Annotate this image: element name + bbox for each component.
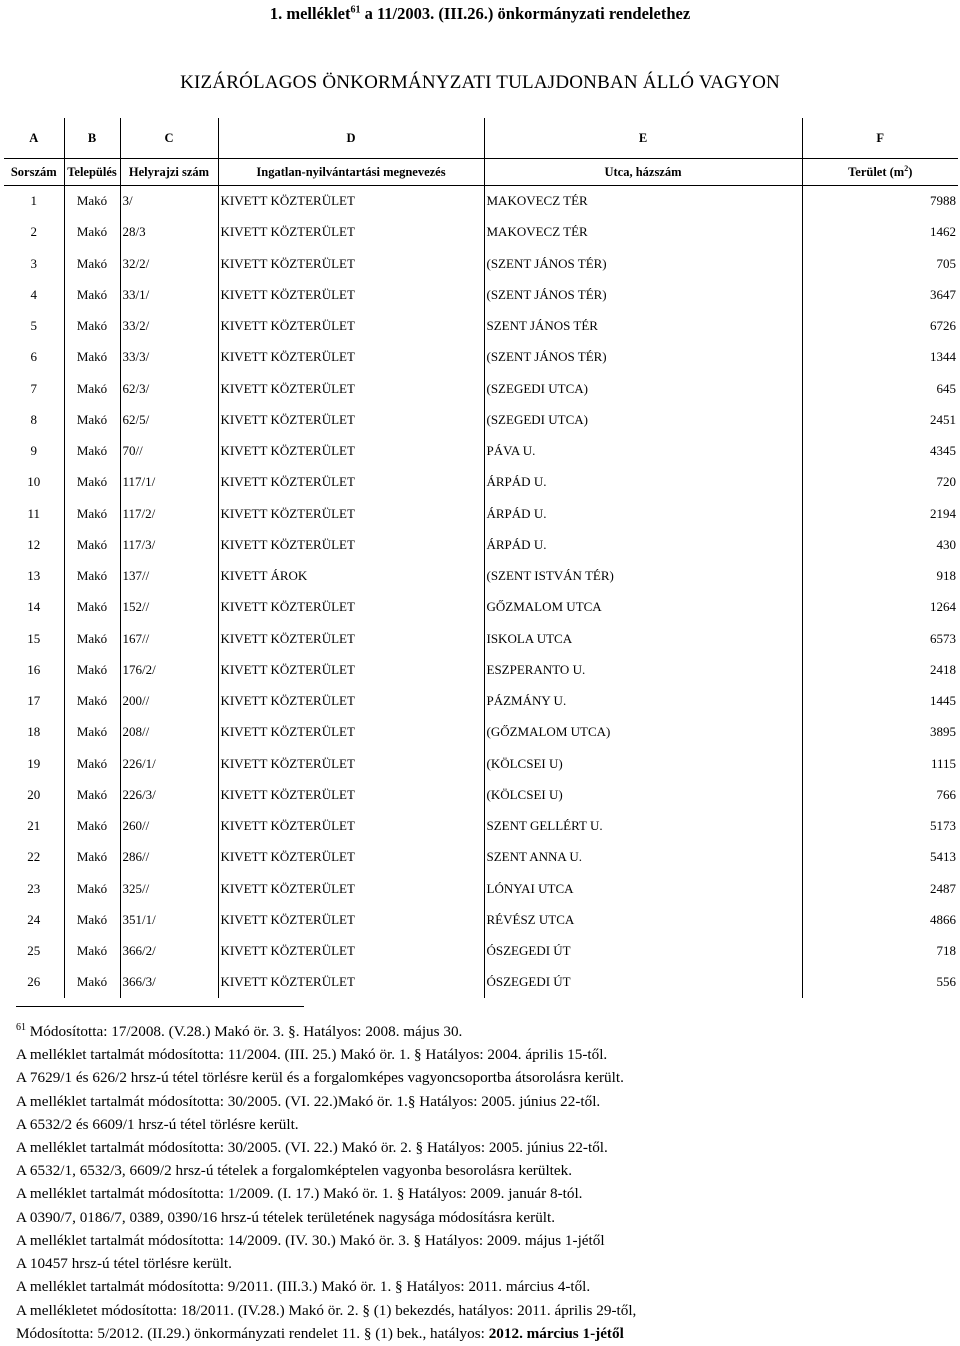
cell-area: 718 xyxy=(936,943,956,959)
cell-registry-name: KIVETT KÖZTERÜLET xyxy=(218,623,484,654)
table-row xyxy=(4,248,958,279)
header-area-unit-sup: 2 xyxy=(904,163,909,173)
cell-registry-name: KIVETT ÁROK xyxy=(218,561,484,592)
footnote-lines xyxy=(16,1043,946,1321)
cell-street-address: (GŐZMALOM UTCA) xyxy=(484,717,802,748)
cell-settlement: Makó xyxy=(64,311,120,342)
cell-parcel-number: 167// xyxy=(120,623,218,654)
cell-parcel-number: 117/3/ xyxy=(120,529,218,560)
cell-parcel-number: 33/2/ xyxy=(120,311,218,342)
cell-serial-number: 1 xyxy=(4,186,64,217)
cell-area: 2451 xyxy=(930,411,956,427)
annex-heading-suffix: a 11/2003. (III.26.) önkormányzati rendelethez xyxy=(360,4,691,23)
cell-street-address: ÁRPÁD U. xyxy=(484,467,802,498)
cell-serial-number: 19 xyxy=(4,748,64,779)
cell-serial-number: 23 xyxy=(4,873,64,904)
cell-settlement: Makó xyxy=(64,842,120,873)
column-letter: F xyxy=(802,118,958,159)
cell-parcel-number: 286// xyxy=(120,842,218,873)
footnote-last-bold: 2012. március 1-jétől xyxy=(488,1324,624,1342)
cell-street-address: (SZENT JÁNOS TÉR) xyxy=(484,279,802,310)
cell-registry-name: KIVETT KÖZTERÜLET xyxy=(218,217,484,248)
cell-area: 2487 xyxy=(930,880,956,896)
cell-street-address: (KÖLCSEI U) xyxy=(484,748,802,779)
cell-registry-name: KIVETT KÖZTERÜLET xyxy=(218,842,484,873)
cell-parcel-number: 33/1/ xyxy=(120,279,218,310)
cell-parcel-number: 226/3/ xyxy=(120,779,218,810)
footnote-text: Módosította: 17/2008. (V.28.) Makó ör. 3. §. Hatályos: 2008. május 30. xyxy=(26,1023,463,1041)
annex-heading-prefix: 1. melléklet xyxy=(269,4,351,23)
cell-parcel-number: 351/1/ xyxy=(120,904,218,935)
table-row xyxy=(4,561,958,592)
cell-settlement: Makó xyxy=(64,654,120,685)
cell-parcel-number: 325// xyxy=(120,873,218,904)
cell-settlement: Makó xyxy=(64,748,120,779)
footnote-line-last xyxy=(16,1322,946,1345)
table-row xyxy=(4,186,958,217)
header-settlement: Település xyxy=(64,159,120,186)
footnote-line: A 7629/1 és 626/2 hrsz-ú tétel törlésre kerül és a forgalomképes vagyoncsoportba átsorolásra került. xyxy=(16,1069,624,1087)
cell-street-address: (SZENT JÁNOS TÉR) xyxy=(484,342,802,373)
cell-registry-name: KIVETT KÖZTERÜLET xyxy=(218,592,484,623)
footnote-last-prefix: Módosította: 5/2012. (II.29.) önkormányzati rendelet 11. § (1) bek., hatályos: xyxy=(16,1324,489,1342)
cell-area: 3647 xyxy=(930,286,956,302)
cell-area: 2194 xyxy=(930,505,956,521)
cell-registry-name: KIVETT KÖZTERÜLET xyxy=(218,936,484,967)
footnote-line: A mellékletet módosította: 18/2011. (IV.28.) Makó ör. 2. § (1) bekezdés, hatályos: 2011. április 29-től, xyxy=(16,1301,637,1319)
cell-parcel-number: 62/5/ xyxy=(120,404,218,435)
cell-serial-number: 5 xyxy=(4,311,64,342)
header-street-address: Utca, házszám xyxy=(484,159,802,186)
cell-serial-number: 4 xyxy=(4,279,64,310)
cell-settlement: Makó xyxy=(64,623,120,654)
table-row xyxy=(4,904,958,935)
cell-settlement: Makó xyxy=(64,873,120,904)
footnote-line: A 6532/2 és 6609/1 hrsz-ú tétel törlésre került. xyxy=(16,1115,299,1133)
cell-settlement: Makó xyxy=(64,248,120,279)
cell-settlement: Makó xyxy=(64,498,120,529)
table-row xyxy=(4,842,958,873)
cell-registry-name: KIVETT KÖZTERÜLET xyxy=(218,904,484,935)
header-area-close: ) xyxy=(908,165,913,180)
cell-street-address: LÓNYAI UTCA xyxy=(484,873,802,904)
cell-serial-number: 3 xyxy=(4,248,64,279)
cell-registry-name: KIVETT KÖZTERÜLET xyxy=(218,967,484,998)
cell-settlement: Makó xyxy=(64,717,120,748)
header-area-label: Terület (m xyxy=(848,165,905,180)
cell-registry-name: KIVETT KÖZTERÜLET xyxy=(218,686,484,717)
footnote-line: A melléklet tartalmát módosította: 9/2011. (III.3.) Makó ör. 1. § Hatályos: 2011. március 4-től. xyxy=(16,1278,591,1296)
cell-registry-name: KIVETT KÖZTERÜLET xyxy=(218,186,484,217)
cell-serial-number: 18 xyxy=(4,717,64,748)
cell-serial-number: 14 xyxy=(4,592,64,623)
footnote-line: A 0390/7, 0186/7, 0389, 0390/16 hrsz-ú tételek területének nagysága módosításra került. xyxy=(16,1208,556,1226)
cell-serial-number: 6 xyxy=(4,342,64,373)
cell-street-address: ÁRPÁD U. xyxy=(484,529,802,560)
property-table xyxy=(4,118,958,998)
footnote-separator xyxy=(16,1006,304,1007)
cell-parcel-number: 226/1/ xyxy=(120,748,218,779)
column-letter-row xyxy=(4,118,958,159)
cell-settlement: Makó xyxy=(64,967,120,998)
cell-settlement: Makó xyxy=(64,936,120,967)
cell-area: 1115 xyxy=(930,755,956,771)
cell-registry-name: KIVETT KÖZTERÜLET xyxy=(218,529,484,560)
cell-street-address: (SZEGEDI UTCA) xyxy=(484,373,802,404)
cell-serial-number: 24 xyxy=(4,904,64,935)
cell-street-address: ESZPERANTO U. xyxy=(484,654,802,685)
cell-serial-number: 10 xyxy=(4,467,64,498)
cell-area: 4866 xyxy=(930,911,956,927)
cell-registry-name: KIVETT KÖZTERÜLET xyxy=(218,373,484,404)
header-area xyxy=(802,159,958,186)
footnote-line: A melléklet tartalmát módosította: 1/2009. (I. 17.) Makó ör. 1. § Hatályos: 2009. január 8-tól. xyxy=(16,1185,583,1203)
cell-street-address: MAKOVECZ TÉR xyxy=(484,186,802,217)
cell-street-address: SZENT GELLÉRT U. xyxy=(484,811,802,842)
cell-registry-name: KIVETT KÖZTERÜLET xyxy=(218,279,484,310)
footnote-line: A 10457 hrsz-ú tétel törlésre került. xyxy=(16,1255,232,1273)
cell-registry-name: KIVETT KÖZTERÜLET xyxy=(218,873,484,904)
cell-area: 7988 xyxy=(930,193,956,209)
cell-parcel-number: 117/1/ xyxy=(120,467,218,498)
table-row xyxy=(4,404,958,435)
table-row xyxy=(4,717,958,748)
cell-street-address: SZENT ANNA U. xyxy=(484,842,802,873)
cell-street-address: ÁRPÁD U. xyxy=(484,498,802,529)
document-title: KIZÁRÓLAGOS ÖNKORMÁNYZATI TULAJDONBAN ÁLLÓ VAGYON xyxy=(180,72,780,93)
cell-settlement: Makó xyxy=(64,561,120,592)
cell-parcel-number: 260// xyxy=(120,811,218,842)
cell-registry-name: KIVETT KÖZTERÜLET xyxy=(218,467,484,498)
cell-street-address: (KÖLCSEI U) xyxy=(484,779,802,810)
cell-area: 6573 xyxy=(930,630,956,646)
cell-parcel-number: 62/3/ xyxy=(120,373,218,404)
table-row xyxy=(4,311,958,342)
footnote-line: A melléklet tartalmát módosította: 30/2005. (VI. 22.)Makó ör. 1.§ Hatályos: 2005. június 22-től. xyxy=(16,1092,601,1110)
cell-settlement: Makó xyxy=(64,279,120,310)
column-letter: B xyxy=(64,118,120,159)
column-letter: D xyxy=(218,118,484,159)
cell-parcel-number: 366/3/ xyxy=(120,967,218,998)
cell-serial-number: 2 xyxy=(4,217,64,248)
cell-settlement: Makó xyxy=(64,342,120,373)
cell-serial-number: 25 xyxy=(4,936,64,967)
cell-area: 720 xyxy=(936,474,956,490)
column-letter: C xyxy=(120,118,218,159)
cell-settlement: Makó xyxy=(64,779,120,810)
cell-parcel-number: 200// xyxy=(120,686,218,717)
cell-parcel-number: 117/2/ xyxy=(120,498,218,529)
cell-area: 645 xyxy=(936,380,956,396)
cell-registry-name: KIVETT KÖZTERÜLET xyxy=(218,342,484,373)
footnote-line xyxy=(16,1016,946,1043)
cell-serial-number: 11 xyxy=(4,498,64,529)
cell-registry-name: KIVETT KÖZTERÜLET xyxy=(218,311,484,342)
cell-area: 5173 xyxy=(930,818,956,834)
footnote-line: A melléklet tartalmát módosította: 14/2009. (IV. 30.) Makó ör. 3. § Hatályos: 2009. május 1-jétől xyxy=(16,1231,605,1249)
cell-area: 705 xyxy=(936,255,956,271)
cell-registry-name: KIVETT KÖZTERÜLET xyxy=(218,404,484,435)
cell-street-address: ÓSZEGEDI ÚT xyxy=(484,936,802,967)
cell-area: 5413 xyxy=(930,849,956,865)
cell-street-address: GŐZMALOM UTCA xyxy=(484,592,802,623)
cell-settlement: Makó xyxy=(64,467,120,498)
cell-registry-name: KIVETT KÖZTERÜLET xyxy=(218,748,484,779)
cell-registry-name: KIVETT KÖZTERÜLET xyxy=(218,248,484,279)
column-header-row xyxy=(4,159,958,186)
cell-area: 4345 xyxy=(930,443,956,459)
cell-settlement: Makó xyxy=(64,404,120,435)
cell-serial-number: 15 xyxy=(4,623,64,654)
table-row xyxy=(4,279,958,310)
cell-street-address: ÓSZEGEDI ÚT xyxy=(484,967,802,998)
footnotes xyxy=(16,1016,946,1345)
table-row xyxy=(4,936,958,967)
cell-settlement: Makó xyxy=(64,186,120,217)
cell-serial-number: 17 xyxy=(4,686,64,717)
table-row xyxy=(4,592,958,623)
cell-area: 3895 xyxy=(930,724,956,740)
table-row xyxy=(4,748,958,779)
cell-area: 1445 xyxy=(930,693,956,709)
cell-settlement: Makó xyxy=(64,529,120,560)
table-row xyxy=(4,811,958,842)
footnote-line: A 6532/1, 6532/3, 6609/2 hrsz-ú tételek a forgalomképtelen vagyonba besorolásra kerültek. xyxy=(16,1162,573,1180)
cell-serial-number: 16 xyxy=(4,654,64,685)
annex-footnote-ref[interactable]: 61 xyxy=(350,4,361,16)
cell-area: 430 xyxy=(936,536,956,552)
annex-heading xyxy=(0,4,960,24)
cell-serial-number: 13 xyxy=(4,561,64,592)
cell-parcel-number: 32/2/ xyxy=(120,248,218,279)
table-row xyxy=(4,342,958,373)
cell-street-address: PÁZMÁNY U. xyxy=(484,686,802,717)
cell-parcel-number: 176/2/ xyxy=(120,654,218,685)
table-row xyxy=(4,686,958,717)
table-row xyxy=(4,373,958,404)
table-body xyxy=(4,186,958,999)
cell-street-address: PÁVA U. xyxy=(484,436,802,467)
header-serial-number: Sorszám xyxy=(4,159,64,186)
table-row xyxy=(4,967,958,998)
cell-street-address: (SZENT JÁNOS TÉR) xyxy=(484,248,802,279)
cell-registry-name: KIVETT KÖZTERÜLET xyxy=(218,811,484,842)
column-letter: A xyxy=(4,118,64,159)
cell-area: 1344 xyxy=(930,349,956,365)
cell-serial-number: 26 xyxy=(4,967,64,998)
cell-street-address: SZENT JÁNOS TÉR xyxy=(484,311,802,342)
cell-street-address: (SZEGEDI UTCA) xyxy=(484,404,802,435)
cell-parcel-number: 152// xyxy=(120,592,218,623)
cell-settlement: Makó xyxy=(64,686,120,717)
cell-registry-name: KIVETT KÖZTERÜLET xyxy=(218,717,484,748)
cell-parcel-number: 70// xyxy=(120,436,218,467)
cell-area: 1264 xyxy=(930,599,956,615)
cell-area: 918 xyxy=(936,568,956,584)
table-row xyxy=(4,498,958,529)
table-row xyxy=(4,623,958,654)
column-letter: E xyxy=(484,118,802,159)
header-parcel-number: Helyrajzi szám xyxy=(120,159,218,186)
cell-street-address: RÉVÉSZ UTCA xyxy=(484,904,802,935)
cell-area: 2418 xyxy=(930,661,956,677)
cell-area: 6726 xyxy=(930,318,956,334)
cell-settlement: Makó xyxy=(64,373,120,404)
cell-parcel-number: 137// xyxy=(120,561,218,592)
cell-registry-name: KIVETT KÖZTERÜLET xyxy=(218,654,484,685)
cell-parcel-number: 3/ xyxy=(120,186,218,217)
table-row xyxy=(4,873,958,904)
cell-street-address: (SZENT ISTVÁN TÉR) xyxy=(484,561,802,592)
cell-area: 766 xyxy=(936,786,956,802)
footnote-line: A melléklet tartalmát módosította: 11/2004. (III. 25.) Makó ör. 1. § Hatályos: 2004. április 15-től. xyxy=(16,1046,608,1064)
cell-parcel-number: 208// xyxy=(120,717,218,748)
cell-parcel-number: 33/3/ xyxy=(120,342,218,373)
cell-registry-name: KIVETT KÖZTERÜLET xyxy=(218,498,484,529)
cell-serial-number: 8 xyxy=(4,404,64,435)
table-row xyxy=(4,779,958,810)
cell-parcel-number: 366/2/ xyxy=(120,936,218,967)
cell-serial-number: 20 xyxy=(4,779,64,810)
cell-registry-name: KIVETT KÖZTERÜLET xyxy=(218,436,484,467)
cell-street-address: MAKOVECZ TÉR xyxy=(484,217,802,248)
footnote-number: 61 xyxy=(16,1022,26,1033)
table-row xyxy=(4,217,958,248)
cell-settlement: Makó xyxy=(64,592,120,623)
cell-settlement: Makó xyxy=(64,436,120,467)
table-row xyxy=(4,436,958,467)
cell-serial-number: 7 xyxy=(4,373,64,404)
cell-street-address: ISKOLA UTCA xyxy=(484,623,802,654)
cell-area: 556 xyxy=(936,974,956,990)
cell-serial-number: 21 xyxy=(4,811,64,842)
cell-settlement: Makó xyxy=(64,811,120,842)
cell-area: 1462 xyxy=(930,224,956,240)
table-row xyxy=(4,467,958,498)
cell-parcel-number: 28/3 xyxy=(120,217,218,248)
cell-serial-number: 12 xyxy=(4,529,64,560)
table-row xyxy=(4,654,958,685)
header-registry-name: Ingatlan-nyilvántartási megnevezés xyxy=(218,159,484,186)
cell-serial-number: 9 xyxy=(4,436,64,467)
table-row xyxy=(4,529,958,560)
cell-registry-name: KIVETT KÖZTERÜLET xyxy=(218,779,484,810)
footnote-line: A melléklet tartalmát módosította: 30/2005. (VI. 22.) Makó ör. 2. § Hatályos: 2005. június 22-től. xyxy=(16,1139,608,1157)
cell-settlement: Makó xyxy=(64,217,120,248)
cell-settlement: Makó xyxy=(64,904,120,935)
cell-serial-number: 22 xyxy=(4,842,64,873)
